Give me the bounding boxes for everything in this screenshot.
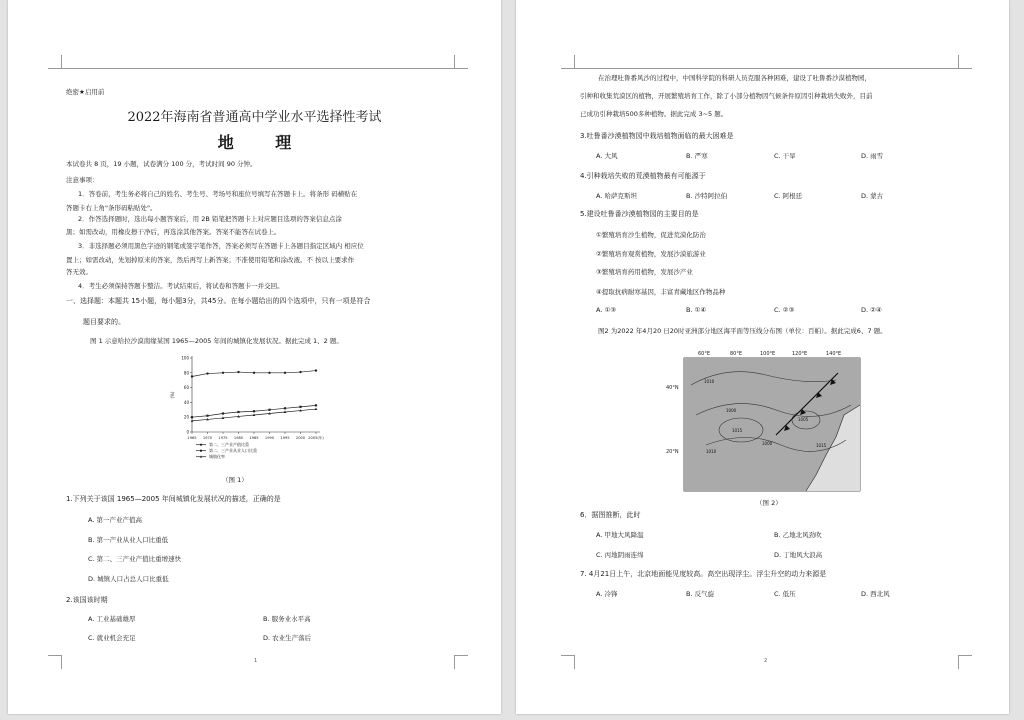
y-tick-label: 60 — [183, 385, 189, 391]
subject-title: 地 理 — [217, 133, 310, 152]
q5-option-c[interactable]: C. ②③ — [774, 306, 795, 314]
y-tick-label: 20 — [183, 414, 189, 420]
notice-line: 3．非选择题必须用黑色字迹的钢笔或签字笔作答，答案必须写在答题卡上各题目指定区域内 相应位 — [78, 242, 364, 250]
longitude-label: 60°E — [698, 351, 711, 357]
q1-option-c[interactable]: C. 第二、三产业产值比重增速快 — [88, 555, 182, 563]
data-point — [268, 372, 270, 374]
q5-item-4: ④提取抗病耐寒基因，丰富青藏地区作物品种 — [596, 288, 726, 296]
q6-option-a[interactable]: A. 甲地大风降温 — [596, 531, 644, 539]
notice-line: 答无效。 — [66, 268, 92, 276]
legend-label: 第二、三产业从业人口比重 — [209, 448, 257, 453]
q5-option-b[interactable]: B. ①④ — [686, 306, 707, 314]
y-tick-label: 80 — [183, 370, 189, 376]
q2-option-b[interactable]: B. 服务业水平高 — [263, 615, 311, 623]
q7-option-b[interactable]: B. 反气旋 — [686, 590, 715, 598]
figure2-intro: 图2 为2022 年4月20 日20时亚洲部分地区海平面等压线分布图（单位：百帕）。据此完成6、7 题。 — [598, 327, 887, 335]
latitude-label: 40°N — [666, 385, 679, 391]
q5-option-a[interactable]: A. ①③ — [596, 306, 617, 314]
x-tick-label: 2005(年) — [308, 436, 324, 440]
x-tick-label: 1990 — [264, 436, 275, 440]
question-2: 2.该国该时期 — [66, 596, 108, 604]
y-tick-label: 40 — [183, 399, 189, 405]
passage-line: 在治理吐鲁番风沙的过程中，中国科学院的科研人员克服各种困难，建设了吐鲁番沙漠植物园， — [598, 74, 871, 82]
notice-line: 黑；如需改动，用橡皮擦干净后，再选涂其他答案。答案不能答在试卷上。 — [66, 228, 281, 236]
q1-option-d[interactable]: D. 城镇人口占总人口比重低 — [88, 575, 169, 583]
x-tick-label: 1970 — [202, 436, 213, 440]
x-tick-label: 1980 — [233, 436, 244, 440]
crop-mark — [454, 655, 468, 669]
q5-item-3: ③繁殖培育药用植物，发展沙产业 — [596, 268, 693, 276]
data-point — [191, 375, 193, 377]
isobar-label: 1000 — [762, 441, 773, 446]
notice-line: 1．答卷前，考生务必将自己的姓名、考生号、考场号和座位号填写在答题卡上。将条形 码横贴在 — [78, 190, 358, 198]
question-6: 6．据图推断，此时 — [580, 511, 641, 519]
crop-mark — [561, 55, 575, 69]
legend-label: 第二、三产业产值比重 — [209, 442, 249, 447]
urbanization-line-chart — [168, 350, 328, 470]
notice-line: 答题卡右上角"条形码粘贴处"。 — [66, 204, 157, 212]
q4-option-d[interactable]: D. 蒙古 — [861, 192, 884, 200]
secret-label: 绝密★启用前 — [66, 88, 105, 96]
question-5: 5.建设吐鲁番沙漠植物园的主要目的是 — [580, 210, 699, 218]
section-heading: 一、选择题：本题共 15小题，每小题3分，共45分。在每小题给出的四个选项中，只有一项是符合 — [66, 297, 371, 305]
crop-mark — [48, 655, 62, 669]
q7-option-a[interactable]: A. 冷锋 — [596, 590, 618, 598]
header-rule — [574, 68, 958, 69]
question-7: 7. 4月21日上午，北京地面能见度较高。高空出现浮尘。浮尘升空的动力来源是 — [580, 570, 827, 578]
data-point — [284, 372, 286, 374]
longitude-label: 80°E — [730, 351, 743, 357]
question-3: 3.吐鲁番沙漠植物园中栽培植物面临的最大困难是 — [580, 132, 734, 140]
q7-option-c[interactable]: C. 低压 — [774, 590, 796, 598]
q6-option-d[interactable]: D. 丁地风大浪高 — [774, 551, 823, 559]
data-point — [268, 409, 270, 411]
q4-option-a[interactable]: A. 哈萨克斯坦 — [596, 192, 637, 200]
data-point — [315, 404, 317, 406]
q1-option-b[interactable]: B. 第一产业从业人口比重低 — [88, 536, 169, 544]
longitude-label: 140°E — [826, 351, 842, 357]
q7-option-d[interactable]: D. 西北风 — [861, 590, 890, 598]
x-tick-label: 1995 — [280, 436, 290, 440]
crop-mark — [48, 55, 62, 69]
q3-option-d[interactable]: D. 雨雪 — [861, 152, 884, 160]
q5-option-d[interactable]: D. ②④ — [861, 306, 882, 314]
q2-option-a[interactable]: A. 工业基础雄厚 — [88, 615, 136, 623]
q3-option-a[interactable]: A. 大风 — [596, 152, 618, 160]
q2-option-d[interactable]: D. 农业生产落后 — [263, 634, 312, 642]
data-point — [253, 372, 255, 374]
header-rule — [61, 68, 454, 69]
passage-line: 已成功引种栽培500多种植物。据此完成 3~5 题。 — [580, 110, 728, 118]
x-tick-label: 1975 — [218, 436, 228, 440]
notice-line: 2．作答选择题时，选出每小题答案后，用 2B 铅笔把答题卡上对应题目选项的答案信息点涂 — [78, 215, 342, 223]
exam-title: 2022年海南省普通高中学业水平选择性考试 — [127, 110, 382, 125]
legend-label: 城镇化率 — [209, 454, 225, 459]
data-point — [299, 406, 301, 408]
y-tick-label: 0 — [186, 429, 189, 435]
q5-item-2: ②繁殖培育观赏植物，发展沙漠旅游业 — [596, 250, 706, 258]
crop-mark — [958, 55, 972, 69]
data-point — [222, 412, 224, 414]
document-page-2 — [516, 0, 1009, 714]
crop-mark — [454, 55, 468, 69]
longitude-label: 100°E — [760, 351, 776, 357]
data-point — [299, 371, 301, 373]
data-point — [206, 415, 208, 417]
x-tick-label: 2000 — [295, 436, 306, 440]
data-point — [284, 407, 286, 409]
isobar-label: 1005 — [798, 417, 809, 422]
isobar-label: 1000 — [726, 408, 737, 413]
legend-marker — [200, 450, 202, 452]
y-axis-label: (%) — [170, 391, 175, 399]
question-4: 4.引种栽培失败的荒漠植物最有可能源于 — [580, 172, 706, 180]
data-point — [206, 372, 208, 374]
x-tick-label: 1965 — [187, 436, 197, 440]
q4-option-c[interactable]: C. 阿根廷 — [774, 192, 803, 200]
figure1-caption: （图 1） — [222, 476, 248, 484]
latitude-label: 20°N — [666, 449, 679, 455]
section-heading-cont: 题目要求的。 — [83, 318, 125, 326]
legend-marker — [200, 444, 202, 446]
exam-intro: 本试卷共 8 页，19 小题，试卷满分 100 分，考试时间 90 分钟。 — [66, 160, 257, 168]
notice-line: 4．考生必须保持答题卡整洁。考试结束后，将试卷和答题卡一并交回。 — [78, 282, 284, 290]
question-1: 1.下列关于该国 1965—2005 年间城镇化发展状况的描述，正确的是 — [66, 495, 281, 503]
q1-option-a[interactable]: A. 第一产业产值高 — [88, 516, 142, 524]
notice-line: 置上；如需改动，先划掉原来的答案，然后再写上新答案；不准使用铅笔和涂改液。不 按以上要求作 — [66, 256, 355, 264]
isobar-map-figure — [666, 345, 886, 495]
x-tick-label: 1985 — [249, 436, 259, 440]
isobar-label: 1015 — [732, 428, 743, 433]
q3-option-b[interactable]: B. 严寒 — [686, 152, 708, 160]
data-point — [237, 371, 239, 373]
longitude-label: 120°E — [792, 351, 808, 357]
figure2-caption: （图 2） — [756, 499, 782, 507]
isobar-label: 1010 — [704, 379, 715, 384]
data-point — [315, 369, 317, 371]
crop-mark — [561, 655, 575, 669]
y-tick-label: 100 — [181, 355, 189, 361]
data-point — [237, 411, 239, 413]
q3-option-c[interactable]: C. 干旱 — [774, 152, 796, 160]
q6-option-c[interactable]: C. 丙地阴雨连绵 — [596, 551, 644, 559]
notice-heading: 注意事项： — [66, 176, 99, 184]
q4-option-b[interactable]: B. 沙特阿拉伯 — [686, 192, 728, 200]
data-point — [253, 410, 255, 412]
page-number: 1 — [254, 658, 258, 664]
page-number: 2 — [764, 658, 768, 664]
figure1-intro: 图 1 示意哈拉沙漠南缘某国 1965—2005 年间的城镇化发展状况。据此完成 1、2 题。 — [90, 337, 343, 345]
q2-option-c[interactable]: C. 就业机会充足 — [88, 634, 136, 642]
data-point — [191, 416, 193, 418]
passage-line: 引种和收集荒漠区的植物，开展繁殖培育工作，除了小部分植物因气候条件原因引种栽培失败外，目前 — [580, 92, 873, 100]
isobar-label: 1015 — [816, 443, 827, 448]
q5-item-1: ①繁殖培育沙生植物，促进荒漠化防治 — [596, 231, 706, 239]
crop-mark — [958, 655, 972, 669]
data-point — [222, 372, 224, 374]
document-page-1 — [8, 0, 501, 714]
isobar-label: 1010 — [706, 449, 717, 454]
q6-option-b[interactable]: B. 乙地北风劲吹 — [774, 531, 822, 539]
